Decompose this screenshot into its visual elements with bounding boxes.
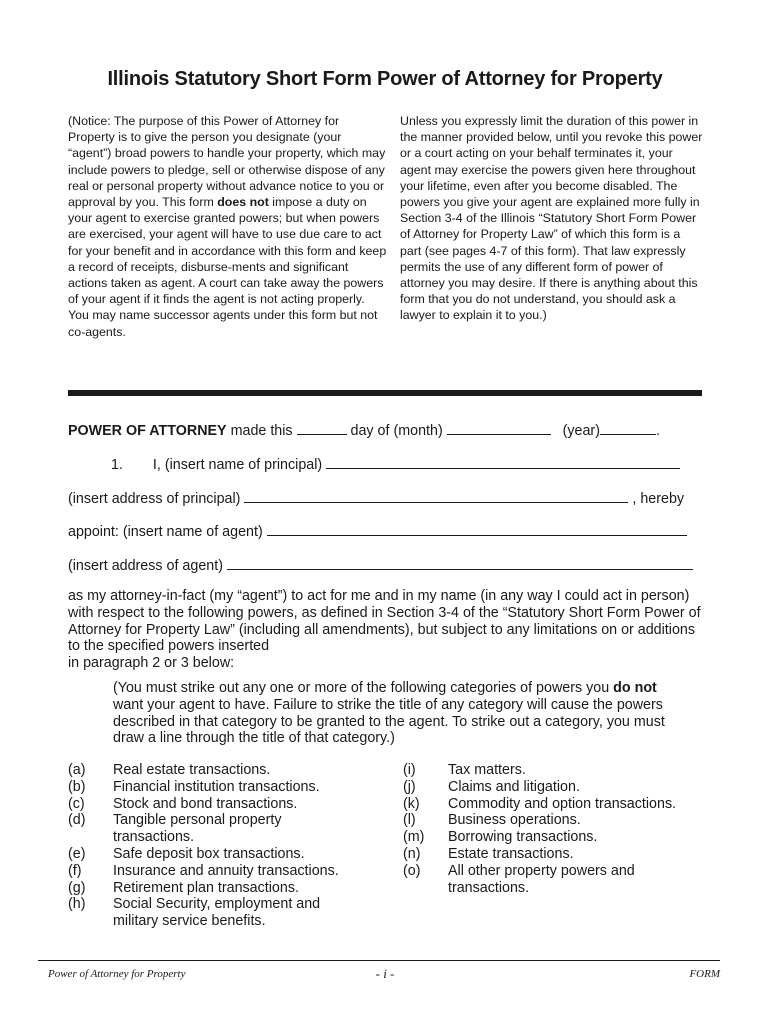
- category-item: [403, 796, 703, 813]
- category-letter: (h): [68, 896, 86, 913]
- category-letter: (n): [403, 845, 421, 862]
- category-item: [403, 863, 703, 897]
- agent-address-field[interactable]: [227, 555, 693, 570]
- category-title[interactable]: Retirement plan transactions.: [113, 879, 299, 896]
- attorney-paragraph-text: as my attorney-in-fact (my “agent”) to act for me and in my name (in any way I could act in person) with respect to the following powers, as defined in Section 3-4 of the “Statutory Short Form Power of Attorney for Property Law” (including all amendments), but subject to any limitations on or additions to the specified powers inserted: [68, 588, 701, 655]
- category-letter: (d): [68, 812, 86, 829]
- notice-left-text-end: impose a duty on your agent to exercise granted powers; but when powers are exercised, your agent will have to use due care to act for your benefit and in accordance with this form and keep a record of receipts, disburse-ments and significant actions taken as agent. A court can take away the powers of your agent if it finds the agent is not acting properly. You may name successor agents under this form but not co-agents.: [68, 195, 387, 339]
- category-title[interactable]: Commodity and option transactions.: [448, 795, 677, 812]
- category-title[interactable]: Tax matters.: [448, 762, 526, 778]
- category-letter: (i): [403, 762, 416, 778]
- principal-name-line: [68, 454, 708, 473]
- category-item: [68, 779, 368, 796]
- category-title[interactable]: Safe deposit box transactions.: [113, 845, 305, 862]
- category-item: [403, 779, 703, 796]
- category-item: [68, 846, 368, 863]
- category-title[interactable]: Tangible personal property transactions.: [113, 812, 282, 846]
- category-title[interactable]: Social Security, employment and military service benefits.: [113, 896, 321, 930]
- paragraph-number: 1.: [111, 457, 123, 473]
- category-title[interactable]: Business operations.: [448, 812, 581, 829]
- footer-form-label: FORM: [689, 968, 720, 980]
- category-letter: (f): [68, 862, 82, 879]
- category-letter: (a): [68, 762, 86, 778]
- year-label: (year): [562, 423, 600, 439]
- footer-divider: [38, 960, 720, 961]
- categories-right-list: [403, 762, 703, 896]
- category-letter: (k): [403, 795, 420, 812]
- category-letter: (m): [403, 829, 425, 846]
- footer-page-number: - i -: [375, 966, 395, 981]
- month-field[interactable]: [447, 420, 551, 435]
- principal-address-field[interactable]: [244, 488, 628, 503]
- notice-left-text-start: (Notice: The purpose of this Power of Attorney for Property is to give the person you designate (your “agent”) broad powers to handle your property, which may include powers to pledge, sell or otherwise dispose of any real or personal property without advance notice to you or approval by you. This form: [68, 114, 386, 210]
- category-title[interactable]: Insurance and annuity transactions.: [113, 862, 339, 879]
- category-item: [68, 762, 368, 779]
- category-letter: (e): [68, 845, 86, 862]
- attorney-paragraph-end: in paragraph 2 or 3 below:: [68, 655, 235, 672]
- made-this-label: made this: [230, 423, 293, 439]
- agent-name-line: [68, 521, 708, 540]
- category-letter: (c): [68, 795, 85, 812]
- day-field[interactable]: [297, 420, 347, 435]
- strike-text-start: (You must strike out any one or more of the following categories of powers you: [113, 680, 614, 696]
- category-title[interactable]: Claims and litigation.: [448, 778, 580, 795]
- year-field[interactable]: [600, 420, 656, 435]
- category-item: [68, 812, 368, 846]
- strike-text-end: want your agent to have. Failure to strike the title of any category will cause the powers described in that category to be granted to the agent. To strike out a category, you must draw a line through the title of that category.): [113, 696, 665, 747]
- agent-name-label: appoint: (insert name of agent): [68, 524, 263, 540]
- category-letter: (o): [403, 862, 421, 879]
- categories-left-list: [68, 762, 368, 930]
- section-divider: [68, 390, 702, 396]
- poa-heading: POWER OF ATTORNEY: [68, 423, 227, 439]
- poa-date-line: [68, 420, 708, 439]
- category-title[interactable]: Borrowing transactions.: [448, 829, 598, 846]
- category-item: [68, 880, 368, 897]
- category-letter: (l): [403, 812, 416, 829]
- notice-left-bold: does not: [217, 195, 269, 210]
- category-letter: (g): [68, 879, 86, 896]
- document-title: Illinois Statutory Short Form Power of Attorney for Property: [107, 68, 663, 90]
- attorney-paragraph: [68, 588, 708, 672]
- strike-bold-do: do: [613, 680, 631, 696]
- principal-name-field[interactable]: [326, 454, 680, 469]
- category-item: [68, 863, 368, 880]
- category-item: [403, 829, 703, 846]
- category-item: [68, 796, 368, 813]
- category-letter: (b): [68, 778, 86, 795]
- category-item: [403, 846, 703, 863]
- agent-name-field[interactable]: [267, 521, 687, 536]
- category-title[interactable]: Real estate transactions.: [113, 762, 271, 778]
- principal-name-label: I, (insert name of principal): [152, 457, 323, 473]
- notice-left-column: [68, 113, 388, 340]
- category-title[interactable]: All other property powers and transactions.: [448, 862, 635, 896]
- agent-address-label: (insert address of agent): [68, 558, 223, 574]
- category-title[interactable]: Financial institution transactions.: [113, 778, 320, 795]
- notice-right-column: Unless you expressly limit the duration of this power in the manner provided below, until you revoke this power or a court acting on your behalf terminates it, your agent may exercise the powers given here throughout your lifetime, even after you become disabled. The powers you give your agent are explained more fully in Section 3-4 of the Illinois “Statutory Short Form Power of Attorney for Property Law” of which this form is a part (see pages 4-7 of this form). That law expressly permits the use of any different form of power of attorney you may desire. If there is anything about this form that you do not understand, you should ask a lawyer to explain it to you.): [400, 114, 703, 323]
- category-title[interactable]: Estate transactions.: [448, 845, 574, 862]
- principal-address-line: [68, 488, 708, 507]
- strike-bold-not: not: [634, 680, 657, 696]
- date-line-period: .: [655, 423, 660, 439]
- category-letter: (j): [403, 778, 416, 795]
- category-title[interactable]: Stock and bond transactions.: [113, 795, 298, 812]
- strike-instructions: [113, 680, 673, 747]
- category-item: [68, 896, 368, 930]
- hereby-label: , hereby: [632, 491, 685, 507]
- footer-document-name: Power of Attorney for Property: [48, 968, 186, 980]
- principal-address-label: (insert address of principal): [68, 491, 241, 507]
- category-item: [403, 812, 703, 829]
- day-of-month-label: day of (month): [350, 423, 443, 439]
- category-item: [403, 762, 703, 779]
- agent-address-line: [68, 555, 708, 574]
